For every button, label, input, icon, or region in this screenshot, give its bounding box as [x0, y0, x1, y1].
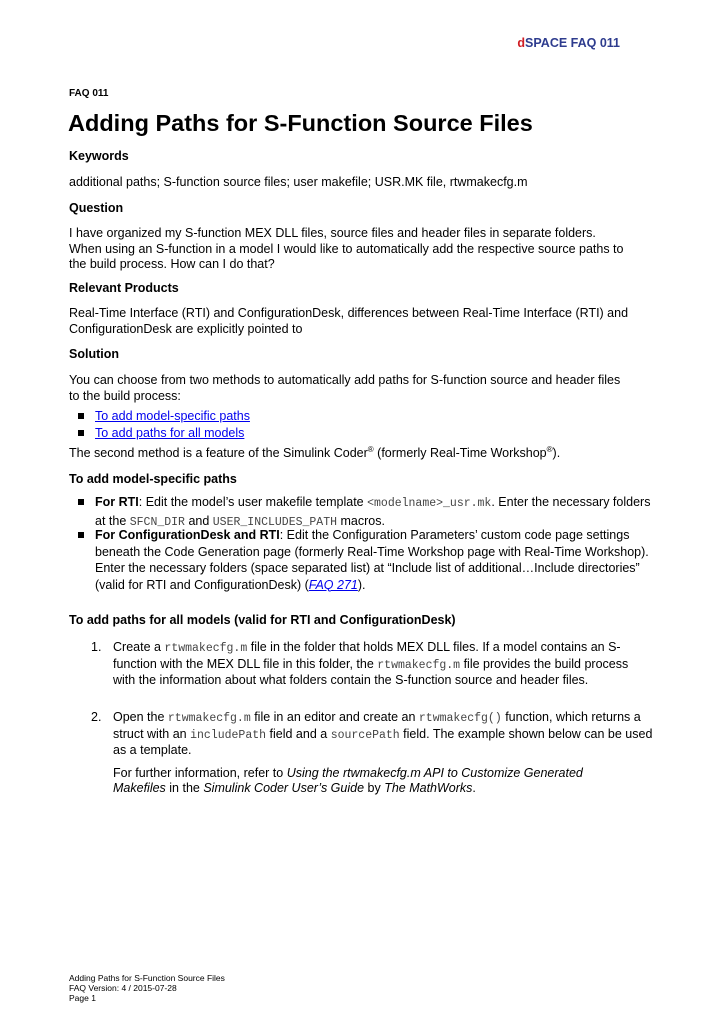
relevant-products-heading: Relevant Products — [69, 281, 179, 295]
code-rtwmakecfg-2: rtwmakecfg.m — [377, 658, 461, 672]
solution-intro: You can choose from two methods to automatically add paths for S-function source and header files to the build process: — [69, 373, 621, 403]
step-1-number: 1. — [91, 640, 102, 654]
configdesk-label: For ConfigurationDesk and RTI — [95, 528, 280, 542]
solution-heading: Solution — [69, 347, 119, 361]
rti-text-1: : Edit the model’s user makefile template — [138, 495, 368, 509]
brand-rest: SPACE FAQ 011 — [525, 36, 620, 50]
step-2-number: 2. — [91, 710, 102, 724]
second-post: ). — [552, 446, 561, 460]
configdesk-text-2: ). — [357, 577, 366, 592]
rti-bullet — [78, 494, 655, 531]
further-info-note — [113, 766, 628, 795]
step-1 — [91, 640, 653, 688]
link-model-specific-item — [78, 408, 655, 425]
second-method-note — [69, 446, 629, 462]
link-all-models-item — [78, 425, 655, 442]
question-heading: Question — [69, 201, 124, 215]
code-sfcn-dir: SFCN_DIR — [129, 515, 185, 529]
step-2-text-1: Open the — [113, 710, 168, 724]
step-2-text-5: field. The example shown below can be used as a template. — [113, 726, 653, 757]
link-model-specific[interactable]: To add model-specific paths — [95, 409, 250, 423]
step-1-text-3: file provides the build process with the information about what folders contain the S-function source and header files. — [113, 656, 629, 687]
rti-text-2: . Enter the necessary folders at the — [95, 495, 651, 528]
page-title: Adding Paths for S-Function Source Files — [68, 110, 533, 136]
code-rtwmakecfg-1: rtwmakecfg.m — [164, 642, 248, 655]
reg-mark-2: ® — [546, 444, 553, 454]
reg-mark-1: ® — [367, 444, 374, 454]
question-text: I have organized my S-function MEX DLL files, source files and header files in separate folders. When using an S-function in a model I would like to automatically add the respective source paths to the build process. How can I do that? — [69, 226, 624, 271]
code-user-includes-path: USER_INCLUDES_PATH — [212, 515, 338, 529]
code-sourcepath: sourcePath — [330, 728, 400, 742]
all-models-heading: To add paths for all models (valid for RTI and ConfigurationDesk) — [69, 613, 456, 627]
note-api-title: Using the rtwmakecfg.m API to Customize Generated Makefiles — [113, 766, 583, 795]
page-footer — [69, 973, 225, 1003]
code-rtwmakecfg-fn: rtwmakecfg() — [418, 712, 502, 725]
step-2-text-2: file in an editor and create an — [250, 710, 419, 724]
note-text-2: in the — [165, 780, 204, 795]
brand-d: d — [517, 36, 526, 50]
code-rtwmakecfg-3: rtwmakecfg.m — [167, 712, 251, 725]
step-2-text-4: field and a — [266, 726, 331, 741]
rti-text-4: macros. — [337, 513, 385, 528]
step-1-text-2: file in the folder that holds MEX DLL files. If a model contains an S-function with the MEX DLL file in this folder, the — [113, 640, 621, 671]
footer-title: Adding Paths for S-Function Source Files — [69, 973, 225, 983]
configdesk-bullet — [78, 527, 655, 593]
note-text-1: For further information, refer to — [113, 766, 287, 780]
keywords-text: additional paths; S-function source files; user makefile; USR.MK file, rtwmakecfg.m — [69, 175, 528, 189]
configdesk-text-1: : Edit the Configuration Parameters’ custom code page settings beneath the Code Generation page (formerly Real-Time Workshop page with Real-Time Workshop). Enter the necessary folders (space separated list) at “Include list of additional…Include directories” (valid for RTI and ConfigurationDesk) ( — [95, 528, 649, 592]
faq-271-link[interactable]: FAQ 271 — [308, 577, 358, 592]
step-1-text-1: Create a — [113, 640, 165, 654]
footer-page: Page 1 — [69, 993, 96, 1003]
code-includepath: includePath — [190, 728, 267, 742]
second-mid: (formerly Real-Time Workshop — [373, 446, 547, 460]
footer-version: FAQ Version: 4 / 2015-07-28 — [69, 983, 177, 993]
relevant-products-text: Real-Time Interface (RTI) and ConfigurationDesk, differences between Real-Time Interface (RTI) and ConfigurationDesk are explicitly pointed to — [69, 306, 629, 336]
rti-label: For RTI — [95, 495, 139, 509]
model-specific-heading: To add model-specific paths — [69, 472, 237, 486]
step-2-text-3: function, which returns a struct with an — [113, 710, 641, 741]
rti-text-3: and — [184, 513, 213, 528]
note-text-3: by — [364, 780, 385, 795]
code-usr-mk: <modelname>_usr.mk — [367, 497, 492, 510]
link-all-models[interactable]: To add paths for all models — [95, 426, 245, 440]
note-text-4: . — [472, 780, 476, 795]
header-brand — [517, 36, 620, 50]
note-guide-title: Simulink Coder User’s Guide — [203, 780, 365, 795]
keywords-heading: Keywords — [69, 149, 129, 163]
faq-label: FAQ 011 — [69, 88, 109, 99]
note-publisher: The MathWorks — [384, 780, 473, 795]
step-2 — [91, 710, 653, 758]
second-pre: The second method is a feature of the Simulink Coder — [69, 446, 368, 460]
